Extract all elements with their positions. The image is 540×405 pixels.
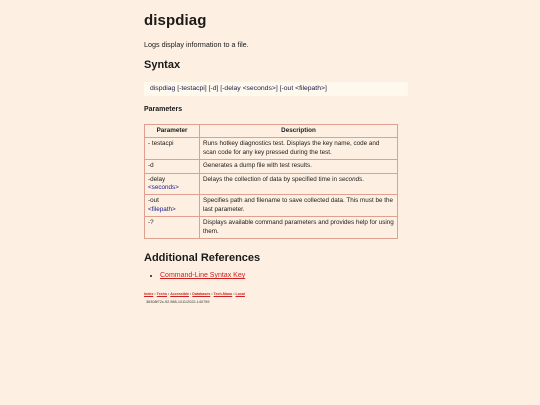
parameters-table — [144, 124, 398, 239]
list-item — [160, 272, 245, 279]
param-name: - testacpi — [148, 140, 174, 148]
additional-references-heading: Additional References — [144, 252, 261, 264]
param-description: Generates a dump file with test results. — [203, 162, 312, 170]
syntax-code-block — [144, 82, 408, 96]
table-row — [145, 138, 398, 160]
param-cell — [145, 138, 200, 160]
document-id: 36308f72c-92.988-1011/2022-140759 — [146, 300, 210, 304]
desc-cell — [200, 160, 398, 173]
param-name: -delay — [148, 175, 166, 183]
column-header-description: Description — [200, 125, 398, 138]
tag-link[interactable]: Techn — [156, 292, 167, 296]
syntax-delay-placeholder: <seconds> — [242, 85, 276, 92]
param-name: -d — [148, 162, 154, 170]
tag-link[interactable]: Local — [235, 292, 245, 296]
syntax-out-placeholder: <filepath> — [295, 85, 325, 92]
parameters-heading: Parameters — [144, 106, 183, 113]
param-name: -out — [148, 197, 159, 205]
syntax-heading: Syntax — [144, 59, 181, 71]
param-name: -? — [148, 219, 154, 227]
desc-cell — [200, 217, 398, 239]
table-row — [145, 173, 398, 195]
param-placeholder: <filepath> — [148, 205, 176, 213]
intro-text: Logs display information to a file. — [144, 40, 249, 49]
syntax-end: ] — [324, 85, 327, 92]
table-row — [145, 195, 398, 217]
tag-link[interactable]: Tech-Manu — [213, 292, 233, 296]
param-description: Specifies path and filename to save collected data. This must be the last parameter. — [203, 197, 393, 213]
page-title: dispdiag — [144, 12, 207, 29]
desc-cell — [200, 195, 398, 217]
param-description: Displays available command parameters and provides help for using them. — [203, 219, 394, 235]
param-description: Runs hotkey diagnostics test. Displays the key name, code and scan code for any key pressed during the test. — [203, 140, 380, 156]
param-cell — [145, 195, 200, 217]
desc-cell — [200, 173, 398, 195]
table-header-row — [145, 125, 398, 138]
syntax-middle: ] [-out — [275, 85, 296, 92]
param-cell — [145, 173, 200, 195]
param-cell — [145, 217, 200, 239]
table-row — [145, 160, 398, 173]
command-line-syntax-key-link[interactable]: Command-Line Syntax Key — [160, 272, 246, 279]
param-description-emphasis: seconds — [338, 175, 363, 183]
tag-link[interactable]: Accessible — [170, 292, 190, 296]
param-cell — [145, 160, 200, 173]
column-header-parameter: Parameter — [145, 125, 200, 138]
tag-link[interactable]: Index — [144, 292, 154, 296]
tag-link[interactable]: Databases — [192, 292, 211, 296]
param-description: Delays the collection of data by specified time in — [203, 175, 339, 183]
param-placeholder: <seconds> — [148, 184, 179, 192]
tag-links: Index • Techn • Accessible • Databases • Tech-Manu • Local — [144, 292, 245, 296]
references-list — [150, 272, 245, 279]
param-description-end: . — [362, 175, 365, 183]
syntax-command: dispdiag [-testacpi] [-d] [-delay — [150, 85, 243, 92]
table-row — [145, 217, 398, 239]
desc-cell — [200, 138, 398, 160]
